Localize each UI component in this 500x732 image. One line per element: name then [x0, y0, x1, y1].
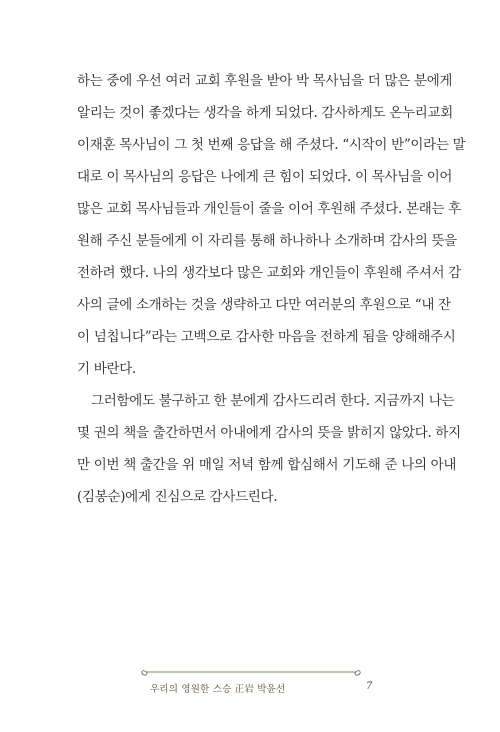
text-line: 그러함에도 불구하고 한 분에게 감사드리려 한다. 지금까지 나는	[91, 393, 455, 409]
text-line: 원해 주신 분들에게 이 자리를 통해 하나하나 소개하며 감사의 뜻을	[77, 233, 457, 249]
text-line: 대로 이 목사님의 응답은 나에게 큰 힘이 되었다. 이 목사님을 이어	[77, 169, 453, 185]
text-line: 전하려 했다. 나의 생각보다 많은 교회와 개인들이 후원해 주셔서 감	[77, 265, 461, 281]
running-footer-title: 우리의 영원한 스승 正岩 박윤선	[150, 684, 286, 695]
text-line: 이 넘칩니다”라는 고백으로 감사한 마음을 전하게 됨을 양해해주시	[77, 329, 456, 345]
text-line: 몇 권의 책을 출간하면서 아내에게 감사의 뜻을 밝히지 않았다. 하지	[77, 425, 461, 441]
text-line: 기 바란다.	[77, 361, 136, 377]
text-line: 많은 교회 목사님들과 개인들이 줄을 이어 후원해 주셨다. 본래는 후	[77, 201, 461, 217]
text-line: (김봉순)에게 진심으로 감사드린다.	[77, 489, 278, 505]
text-line: 사의 글에 소개하는 것을 생략하고 다만 여러분의 후원으로 “내 잔	[77, 297, 451, 313]
footer-ornament-icon	[140, 665, 362, 679]
page-footer	[140, 665, 373, 705]
text-line: 만 이번 책 출간을 위 매일 저녁 함께 합심해서 기도해 준 나의 아내	[77, 457, 457, 473]
text-line: 이재훈 목사님이 그 첫 번째 응답을 해 주셨다. “시작이 반”이라는 말	[77, 137, 466, 153]
text-line: 하는 중에 우선 여러 교회 후원을 받아 박 목사님을 더 많은 분에게	[77, 73, 453, 89]
page-number: 7	[366, 681, 373, 692]
text-line: 알리는 것이 좋겠다는 생각을 하게 되었다. 감사하게도 온누리교회	[77, 105, 453, 121]
